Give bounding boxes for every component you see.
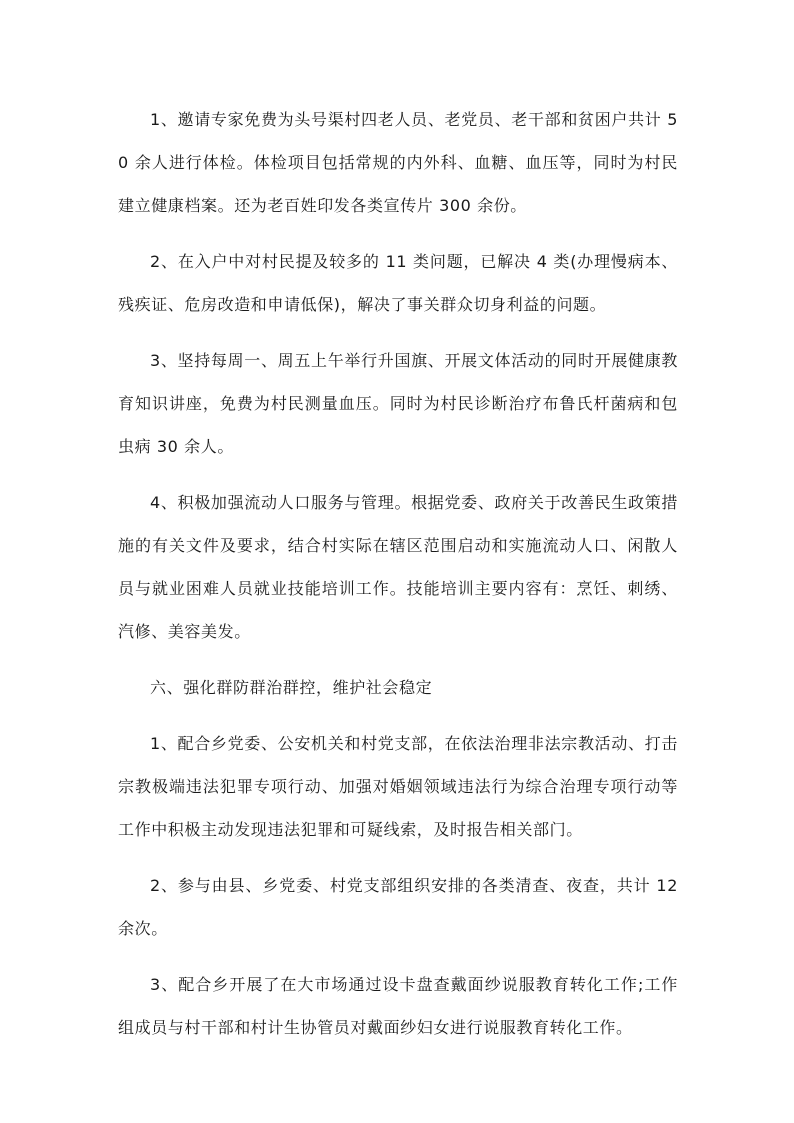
document-page <box>118 98 678 1062</box>
paragraph-inspections: 2、参与由县、乡党委、村党支部组织安排的各类清查、夜查，共计 12 余次。 <box>118 876 678 938</box>
section-heading-social-stability: 六、强化群防群治群控，维护社会稳定 <box>150 678 433 697</box>
paragraph-migrant-services: 4、积极加强流动人口服务与管理。根据党委、政府关于改善民生政策措施的有关文件及要求，结合村实际在辖区范围启动和实施流动人口、闲散人员与就业困难人员就业技能培训工作。技能培训主要内容有：烹饪、刺绣、汽修、美容美发。 <box>118 493 678 641</box>
paragraph-health-checkup: 1、邀请专家免费为头号渠村四老人员、老党员、老干部和贫困户共计 50 余人进行体检。体检项目包括常规的内外科、血糖、血压等，同时为村民建立健康档案。还为老百姓印发各类宣传片 300 余份。 <box>118 110 678 215</box>
paragraph-cooperate-police: 1、配合乡党委、公安机关和村党支部，在依法治理非法宗教活动、打击宗教极端违法犯罪专项行动、加强对婚姻领域违法行为综合治理专项行动等工作中积极主动发现违法犯罪和可疑线索，及时报告相关部门。 <box>118 734 678 839</box>
paragraph-veil-persuasion: 3、配合乡开展了在大市场通过设卡盘查戴面纱说服教育转化工作;工作组成员与村干部和村计生协管员对戴面纱妇女进行说服教育转化工作。 <box>118 975 678 1037</box>
paragraph-health-education: 3、坚持每周一、周五上午举行升国旗、开展文体活动的同时开展健康教育知识讲座，免费为村民测量血压。同时为村民诊断治疗布鲁氏杆菌病和包虫病 30 余人。 <box>118 351 678 456</box>
paragraph-resolved-issues: 2、在入户中对村民提及较多的 11 类问题，已解决 4 类(办理慢病本、残疾证、危房改造和申请低保)，解决了事关群众切身利益的问题。 <box>118 252 678 314</box>
